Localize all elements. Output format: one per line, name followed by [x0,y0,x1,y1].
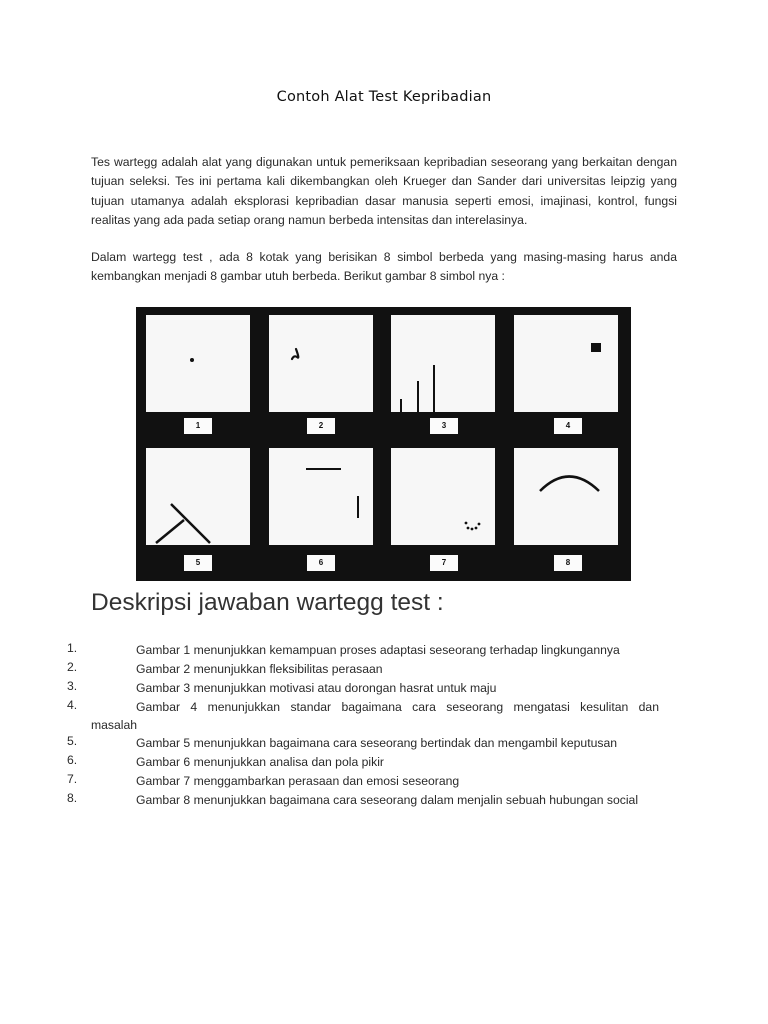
list-item [0,660,768,679]
symbol-box-3 [391,315,495,412]
list-item-number: 3. [67,679,78,693]
symbol-label-5: 5 [184,555,212,571]
list-item-text: Gambar 2 menunjukkan fleksibilitas perasaan [136,662,383,676]
symbol-label-2: 2 [307,418,335,434]
list-item-number: 7. [67,772,78,786]
intro-paragraph: Tes wartegg adalah alat yang digunakan untuk pemeriksaan kepribadian seseorang yang berkaitan dengan tujuan seleksi. Tes ini pertama kali dikembangkan oleh Krueger dan Sander dari universitas leipzig yang tujuan utamanya adalah eksplorasi kepribadian dasar manusia seperti emosi, imajinasi, kontrol, fungsi realitas yang ada pada setiap orang namun berbeda intensitas dan interelasinya. [91,155,677,227]
list-item-number: 8. [67,791,78,805]
symbol-label-1: 1 [184,418,212,434]
wavy-line-symbol-icon [269,315,373,412]
list-item [0,753,768,772]
symbol-label-4: 4 [554,418,582,434]
angle-lines-symbol-icon [146,448,250,545]
section-heading: Deskripsi jawaban wartegg test : [91,589,444,616]
list-item-text: Gambar 5 menunjukkan bagaimana cara seseorang bertindak dan mengambil keputusan [136,736,618,750]
list-item-number: 1. [67,641,78,655]
symbol-label-7: 7 [430,555,458,571]
list-item-continuation: masalah [91,718,138,732]
list-item [0,734,768,753]
list-item-text: Gambar 4 menunjukkan standar bagaimana cara seseorang mengatasi kesulitan dan [136,700,659,714]
symbol-box-1 [146,315,250,412]
list-item-number: 5. [67,734,78,748]
list-item-text: Gambar 7 menggambarkan perasaan dan emosi seseorang [136,774,460,788]
page-title: Contoh Alat Test Kepribadian [276,89,492,105]
symbol-box-5 [146,448,250,545]
dot-symbol-icon [146,315,250,412]
symbol-label-8: 8 [554,555,582,571]
list-item [0,698,768,734]
list-item [0,641,768,660]
three-lines-symbol-icon [391,315,495,412]
list-item-text: Gambar 3 menunjukkan motivasi atau dorongan hasrat untuk maju [136,681,497,695]
horizontal-vertical-lines-symbol-icon [269,448,373,545]
description-list [0,641,768,810]
dotted-curve-symbol-icon [391,448,495,545]
symbol-box-6 [269,448,373,545]
black-square-symbol-icon [514,315,618,412]
symbol-box-7 [391,448,495,545]
list-item-text: Gambar 6 menunjukkan analisa dan pola pikir [136,755,384,769]
symbol-box-2 [269,315,373,412]
wartegg-symbols-figure [136,307,631,581]
symbol-label-6: 6 [307,555,335,571]
list-item [0,772,768,791]
list-item [0,791,768,810]
list-item-number: 4. [67,698,78,712]
arc-symbol-icon [514,448,618,545]
symbol-label-3: 3 [430,418,458,434]
list-item-text: Gambar 1 menunjukkan kemampuan proses adaptasi seseorang terhadap lingkungannya [136,643,620,657]
symbol-box-8 [514,448,618,545]
list-item-number: 6. [67,753,78,767]
list-item-number: 2. [67,660,78,674]
symbols-paragraph: Dalam wartegg test , ada 8 kotak yang berisikan 8 simbol berbeda yang masing-masing harus anda kembangkan menjadi 8 gambar utuh berbeda. Berikut gambar 8 simbol nya : [91,250,677,284]
list-item [0,679,768,698]
list-item-text: Gambar 8 menunjukkan bagaimana cara seseorang dalam menjalin sebuah hubungan social [136,793,639,807]
symbol-box-4 [514,315,618,412]
